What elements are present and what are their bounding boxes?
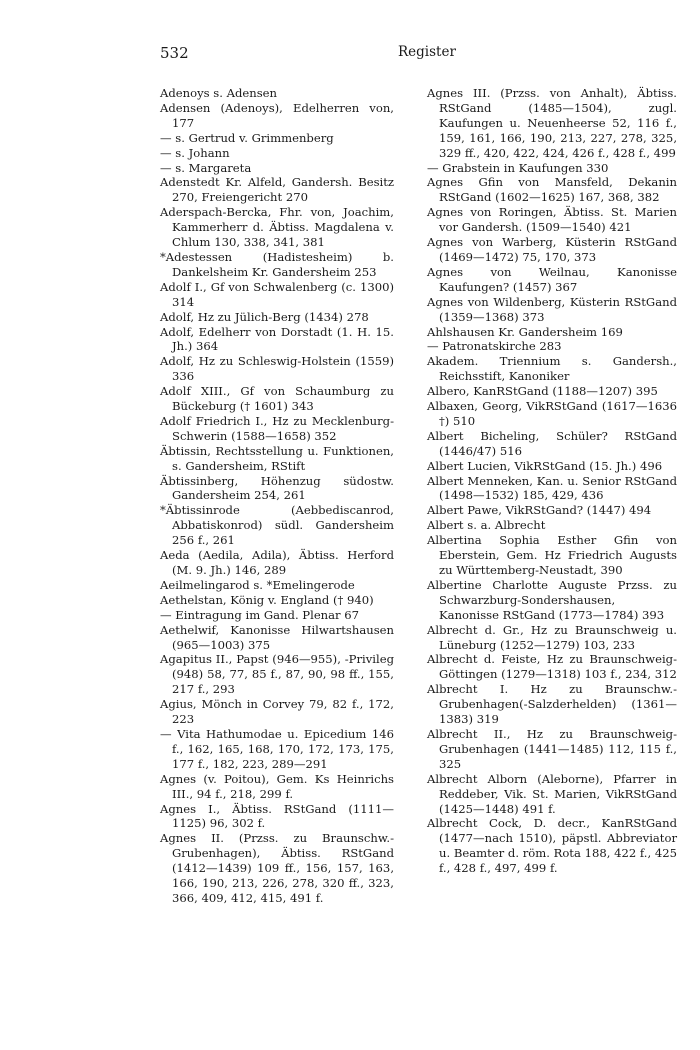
index-entry: Albertine Charlotte Auguste Przss. zu Schwarzburg-Sondershausen, Kanonisse RStGand (1773—1784) 393 [427,577,677,622]
index-entry: Aeilmelingarod s. *Emelingerode [160,577,355,592]
index-entry: Aethelwif, Kanonisse Hilwartshausen (965—1003) 375 [160,622,394,652]
index-entry: Agnes II. (Przss. zu Braunschw.-Grubenhagen), Äbtiss. RStGand (1412—1439) 109 ff., 156, 157, 163, 166, 190, 213, 226, 278, 320 ff., 323, 366, 409, 412, 415, 491 f. [160,831,394,905]
index-entry: Albero, KanRStGand (1188—1207) 395 [427,384,658,399]
index-entry: Ahlshausen Kr. Gandersheim 169 [427,324,623,339]
page-header [0,44,700,68]
index-entry: Albert Lucien, VikRStGand (15. Jh.) 496 [427,458,663,473]
index-entry: Adolf, Hz zu Jülich-Berg (1434) 278 [160,309,369,324]
index-entry: Albert Menneken, Kan. u. Senior RStGand (1498—1532) 185, 429, 436 [427,473,677,503]
index-entry: — Vita Hathumodae u. Epicedium 146 f., 162, 165, 168, 170, 172, 173, 175, 177 f., 182, 223, 289—291 [160,726,394,771]
index-entry: Agapitus II., Papst (946—955), -Privileg (948) 58, 77, 85 f., 87, 90, 98 ff., 155, 217 f., 293 [160,652,394,697]
index-entry: Aderspach-Bercka, Fhr. von, Joachim, Kammerherr d. Äbtiss. Magdalena v. Chlum 130, 338, 341, 381 [160,205,394,250]
index-entry: Agius, Mönch in Corvey 79, 82 f., 172, 223 [160,697,394,727]
index-entry: Adolf XIII., Gf von Schaumburg zu Bückeburg († 1601) 343 [160,384,394,414]
index-entry: *Adestessen (Hadistesheim) b. Dankelsheim Kr. Gandersheim 253 [160,249,394,279]
index-entry: *Äbtissinrode (Aebbediscanrod, Abbatiskonrod) südl. Gandersheim 256 f., 261 [160,503,394,548]
index-entry: Albrecht Cock, D. decr., KanRStGand (1477—nach 1510), päpstl. Abbreviator u. Beamter d. röm. Rota 188, 422 f., 425 f., 428 f., 497, 499 f. [427,816,677,876]
index-entry: — s. Margareta [160,160,252,175]
index-entry: Adolf I., Gf von Schwalenberg (c. 1300) 314 [160,279,394,309]
index-entry: Albrecht Alborn (Aleborne), Pfarrer in Reddeber, Vik. St. Marien, VikRStGand (1425—1448) 491 f. [427,771,677,816]
index-entry: Aethelstan, König v. England († 940) [160,592,374,607]
index-entry: — Grabstein in Kaufungen 330 [427,160,609,175]
index-entry: Agnes I., Äbtiss. RStGand (1111—1125) 96, 302 f. [160,801,394,831]
index-entry: Albertina Sophia Esther Gfin von Eberstein, Gem. Hz Friedrich Augusts zu Württemberg-Neustadt, 390 [427,533,677,577]
index-entry: Akadem. Triennium s. Gandersh., Reichsstift, Kanoniker [427,354,677,384]
index-entry: Adenoys s. Adensen [160,86,278,100]
index-entry: Albaxen, Georg, VikRStGand (1617—1636 †) 510 [427,399,677,428]
index-entry: Agnes (v. Poitou), Gem. Ks Heinrichs III., 94 f., 218, 299 f. [160,771,394,801]
index-entry: — Patronatskirche 283 [427,339,562,354]
index-entry: — s. Johann [160,145,230,160]
index-entry: Albrecht d. Feiste, Hz zu Braunschweig-Göttingen (1279—1318) 103 f., 234, 312 [427,652,677,682]
index-entry: Adensen (Adenoys), Edelherren von, 177 [160,100,394,130]
index-entry: — s. Gertrud v. Grimmenberg [160,130,334,145]
index-entry: Aeda (Aedila, Adila), Äbtiss. Herford (M. 9. Jh.) 146, 289 [160,548,394,577]
index-entry: — Eintragung im Gand. Plenar 67 [160,607,360,622]
index-entry: Albrecht II., Hz zu Braunschweig-Grubenhagen (1441—1485) 112, 115 f., 325 [427,726,677,771]
index-entry: Albrecht I. Hz zu Braunschw.-Grubenhagen(-Salzderhelden) (1361—1383) 319 [427,682,677,727]
index-entry: Albrecht d. Gr., Hz zu Braunschweig u. Lüneburg (1252—1279) 103, 233 [427,622,677,652]
index-entry: Agnes III. (Przss. von Anhalt), Äbtiss. RStGand (1485—1504), zugl. Kaufungen u. Neuenheerse 52, 116 f., 159, 161, 166, 190, 213, 227, 278, 325, 329 ff., 420, 422, 424, 426 f., 428 f., 499 [427,86,677,160]
index-entry: Agnes von Warberg, Küsterin RStGand (1469—1472) 75, 170, 373 [427,235,677,264]
index-entry: Albert Pawe, VikRStGand? (1447) 494 [427,503,652,518]
index-entry: Albert Bicheling, Schüler? RStGand (1446/47) 516 [427,428,677,458]
page-number: 532 [160,44,189,62]
index-entry: Äbtissin, Rechtsstellung u. Funktionen, s. Gandersheim, RStift [160,443,394,473]
index-entry: Adenstedt Kr. Alfeld, Gandersh. Besitz 270, Freiengericht 270 [160,175,394,205]
index-entry: Agnes von Wildenberg, Küsterin RStGand (1359—1368) 373 [427,294,677,324]
index-entry: Agnes von Weilnau, Kanonisse Kaufungen? (1457) 367 [427,264,677,294]
index-entry: Adolf Friedrich I., Hz zu Mecklenburg-Schwerin (1588—1658) 352 [160,413,394,443]
index-entry: Agnes von Roringen, Äbtiss. St. Marien vor Gandersh. (1509—1540) 421 [427,205,677,235]
index-entry: Agnes Gfin von Mansfeld, Dekanin RStGand (1602—1625) 167, 368, 382 [427,175,677,205]
index-column-right [427,86,677,876]
index-entry: Äbtissinberg, Höhenzug südostw. Gandersheim 254, 261 [160,473,394,503]
index-entry: Adolf, Edelherr von Dorstadt (1. H. 15. Jh.) 364 [160,324,394,354]
index-entry: Albert s. a. Albrecht [427,518,546,533]
index-column-left [160,86,394,906]
running-head: Register [398,44,456,60]
index-entry: Adolf, Hz zu Schleswig-Holstein (1559) 336 [160,354,394,384]
